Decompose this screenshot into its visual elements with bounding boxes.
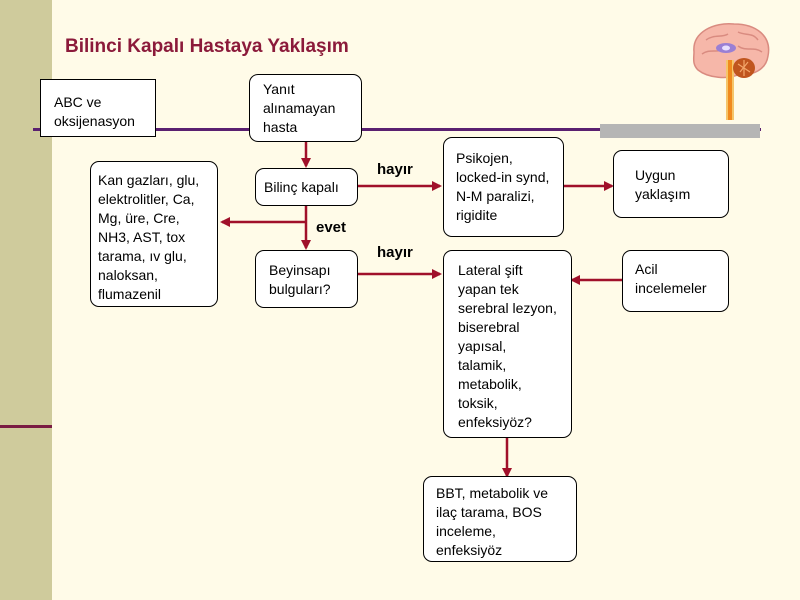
node-bbt: BBT, metabolik ve ilaç tarama, BOS inceleme, enfeksiyöz xyxy=(423,476,577,562)
node-yanit: Yanıt alınamayan hasta xyxy=(249,74,362,142)
node-kan: Kan gazları, glu, elektrolitler, Ca, Mg, üre, Cre, NH3, AST, tox tarama, ıv glu, naloksan, flumazenil xyxy=(90,161,218,307)
slide-title: Bilinci Kapalı Hastaya Yaklaşım xyxy=(65,36,349,57)
edge-label-hayir-1: hayır xyxy=(377,161,413,178)
edge-label-hayir-2: hayır xyxy=(377,244,413,261)
node-bilinc: Bilinç kapalı xyxy=(255,168,358,206)
edge-label-evet: evet xyxy=(316,219,347,236)
node-lateral: Lateral şift yapan tek serebral lezyon, biserebral yapısal, talamik, metabolik, toksik, enfeksiyöz? xyxy=(443,250,572,438)
node-abc: ABC ve oksijenasyon xyxy=(40,79,156,137)
node-beyinsapi: Beyinsapı bulguları? xyxy=(255,250,358,308)
node-psikojen: Psikojen, locked-in synd, N-M paralizi, rigidite xyxy=(443,137,564,237)
node-acil: Acil incelemeler xyxy=(622,250,729,312)
node-uygun: Uygun yaklaşım xyxy=(613,150,729,218)
